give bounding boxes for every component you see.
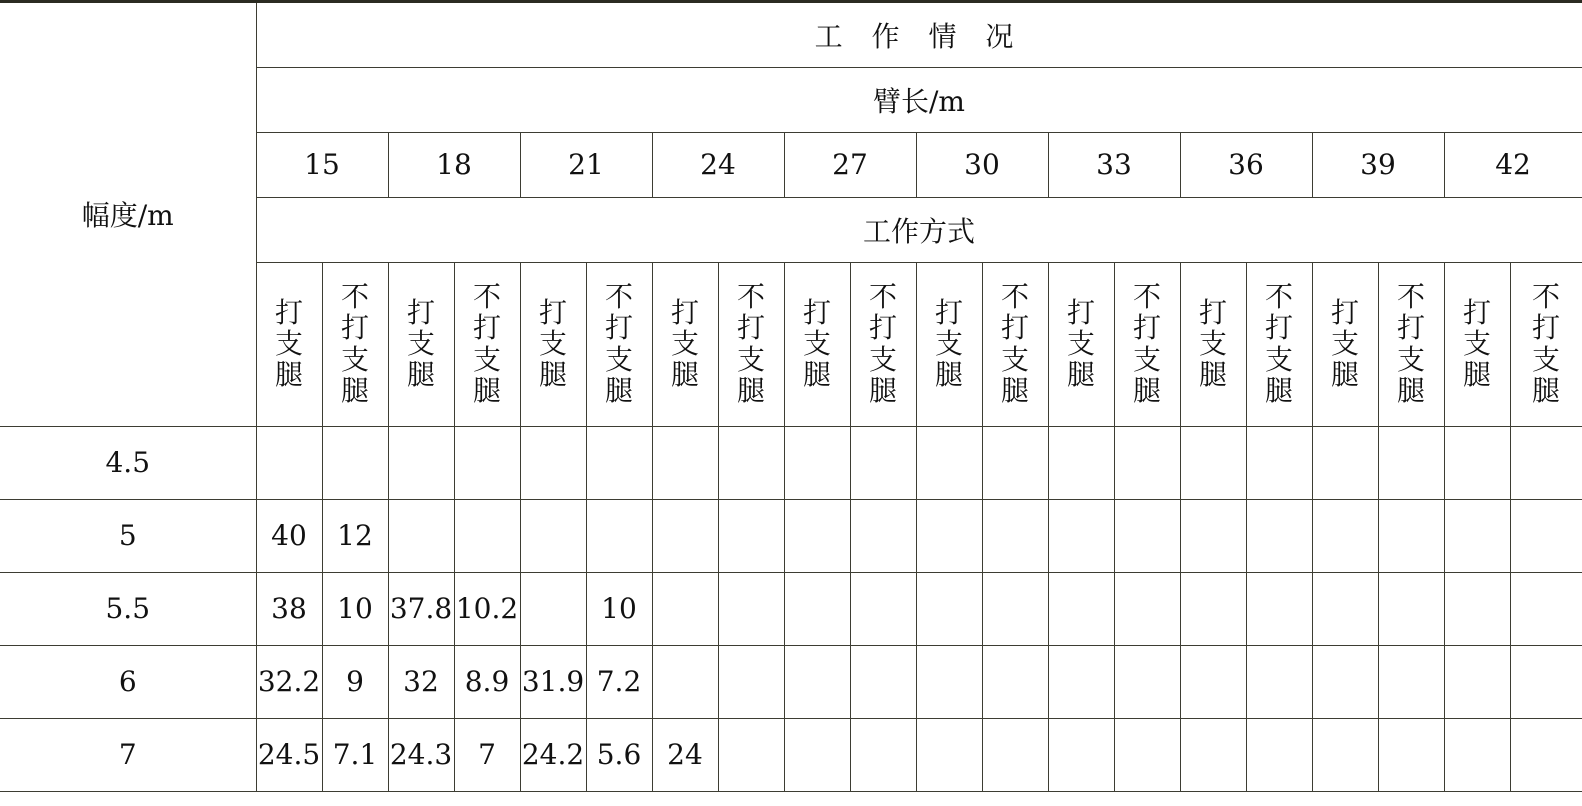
mode-outriggers-24: [652, 262, 718, 426]
mode-outriggers-36: [1180, 262, 1246, 426]
load-cell: 7.2: [586, 645, 652, 718]
load-cell: [1048, 572, 1114, 645]
mode-no-outriggers-24: [718, 262, 784, 426]
load-cell: [1510, 718, 1582, 791]
mode-label: 打支腿: [934, 295, 963, 392]
load-cell: 9: [322, 645, 388, 718]
mode-label: 打支腿: [670, 295, 699, 392]
load-cell: 5.6: [586, 718, 652, 791]
mode-label: 打支腿: [406, 295, 435, 392]
mode-no-outriggers-30: [982, 262, 1048, 426]
load-cell: [1312, 718, 1378, 791]
load-cell: [718, 572, 784, 645]
mode-outriggers-33: [1048, 262, 1114, 426]
load-cell: [1378, 718, 1444, 791]
mode-label: 不打支腿: [868, 279, 897, 408]
range-value: 7: [0, 718, 256, 791]
boom-length-39: 39: [1312, 132, 1444, 197]
load-cell: [1114, 572, 1180, 645]
load-cell: [652, 426, 718, 499]
range-header: 幅度/m: [0, 3, 256, 426]
mode-label: 不打支腿: [1000, 279, 1029, 408]
mode-label: 打支腿: [1066, 295, 1095, 392]
crane-load-table: [0, 3, 1582, 792]
load-cell: [718, 645, 784, 718]
load-cell: [1510, 645, 1582, 718]
load-cell: [1444, 426, 1510, 499]
range-value: 4.5: [0, 426, 256, 499]
mode-no-outriggers-15: [322, 262, 388, 426]
load-cell: [718, 426, 784, 499]
work-mode-header: 工作方式: [256, 197, 1582, 262]
load-cell: [1048, 499, 1114, 572]
load-cell: 7: [454, 718, 520, 791]
table-row: [0, 426, 1582, 499]
load-cell: [850, 645, 916, 718]
load-cell: [1444, 499, 1510, 572]
load-cell: [1246, 499, 1312, 572]
load-cell: [784, 572, 850, 645]
load-cell: [322, 426, 388, 499]
mode-label: 打支腿: [1198, 295, 1227, 392]
load-cell: 8.9: [454, 645, 520, 718]
load-cell: [1180, 718, 1246, 791]
load-cell: 7.1: [322, 718, 388, 791]
load-cell: 31.9: [520, 645, 586, 718]
load-cell: [916, 426, 982, 499]
load-cell: 12: [322, 499, 388, 572]
mode-label: 打支腿: [802, 295, 831, 392]
boom-length-30: 30: [916, 132, 1048, 197]
boom-length-15: 15: [256, 132, 388, 197]
load-cell: 24: [652, 718, 718, 791]
load-cell: [1114, 645, 1180, 718]
mode-no-outriggers-21: [586, 262, 652, 426]
load-cell: [1510, 499, 1582, 572]
mode-outriggers-15: [256, 262, 322, 426]
mode-outriggers-27: [784, 262, 850, 426]
load-cell: [388, 499, 454, 572]
load-cell: [784, 718, 850, 791]
mode-label: 不打支腿: [604, 279, 633, 408]
load-cell: 24.5: [256, 718, 322, 791]
mode-label: 打支腿: [1462, 295, 1491, 392]
mode-label: 打支腿: [1330, 295, 1359, 392]
load-cell: [784, 426, 850, 499]
mode-label: 不打支腿: [472, 279, 501, 408]
load-cell: [454, 426, 520, 499]
load-cell: [1180, 426, 1246, 499]
boom-length-header: 臂长/m: [256, 67, 1582, 132]
load-cell: [520, 426, 586, 499]
load-cell: [1378, 426, 1444, 499]
load-cell: 10.2: [454, 572, 520, 645]
load-cell: [1048, 645, 1114, 718]
load-cell: [850, 572, 916, 645]
load-cell: [850, 426, 916, 499]
mode-label: 打支腿: [274, 295, 303, 392]
load-cell: [586, 499, 652, 572]
load-cell: [1378, 645, 1444, 718]
load-cell: [916, 572, 982, 645]
load-cell: [916, 645, 982, 718]
load-cell: [1180, 645, 1246, 718]
mode-no-outriggers-39: [1378, 262, 1444, 426]
load-cell: [718, 718, 784, 791]
load-cell: [982, 645, 1048, 718]
load-cell: [1510, 426, 1582, 499]
table-row: [0, 572, 1582, 645]
load-cell: [982, 499, 1048, 572]
mode-no-outriggers-36: [1246, 262, 1312, 426]
load-cell: 38: [256, 572, 322, 645]
load-cell: 24.2: [520, 718, 586, 791]
load-cell: [1246, 645, 1312, 718]
load-cell: [718, 499, 784, 572]
range-value: 5: [0, 499, 256, 572]
mode-no-outriggers-42: [1510, 262, 1582, 426]
load-cell: [256, 426, 322, 499]
mode-label: 不打支腿: [1532, 279, 1561, 408]
load-cell: [1444, 718, 1510, 791]
load-cell: [1312, 499, 1378, 572]
table-row: [0, 645, 1582, 718]
mode-outriggers-42: [1444, 262, 1510, 426]
load-cell: [1048, 426, 1114, 499]
load-cell: [982, 426, 1048, 499]
load-cell: [916, 718, 982, 791]
table-row: [0, 718, 1582, 791]
load-cell: [652, 499, 718, 572]
load-cell: [1180, 572, 1246, 645]
mode-label: 打支腿: [538, 295, 567, 392]
boom-length-36: 36: [1180, 132, 1312, 197]
load-cell: [1378, 499, 1444, 572]
load-cell: [1312, 572, 1378, 645]
table-row: [0, 499, 1582, 572]
load-cell: [850, 499, 916, 572]
load-cell: [520, 499, 586, 572]
load-cell: [1114, 426, 1180, 499]
load-cell: [916, 499, 982, 572]
work-condition-header: 工 作 情 况: [256, 3, 1582, 67]
mode-no-outriggers-27: [850, 262, 916, 426]
load-cell: [784, 645, 850, 718]
load-cell: [982, 718, 1048, 791]
boom-length-42: 42: [1444, 132, 1582, 197]
load-cell: [1246, 718, 1312, 791]
load-cell: [652, 645, 718, 718]
boom-length-33: 33: [1048, 132, 1180, 197]
load-cell: 32: [388, 645, 454, 718]
boom-length-21: 21: [520, 132, 652, 197]
boom-length-24: 24: [652, 132, 784, 197]
mode-outriggers-30: [916, 262, 982, 426]
load-cell: [1312, 645, 1378, 718]
load-cell: [652, 572, 718, 645]
load-cell: [454, 499, 520, 572]
load-cell: [1444, 572, 1510, 645]
load-cell: [982, 572, 1048, 645]
load-cell: [1048, 718, 1114, 791]
load-cell: 40: [256, 499, 322, 572]
load-cell: [1444, 645, 1510, 718]
mode-outriggers-39: [1312, 262, 1378, 426]
mode-outriggers-21: [520, 262, 586, 426]
load-cell: [1180, 499, 1246, 572]
load-cell: 10: [586, 572, 652, 645]
load-cell: [1114, 499, 1180, 572]
mode-no-outriggers-33: [1114, 262, 1180, 426]
mode-label: 不打支腿: [1132, 279, 1161, 408]
load-cell: [1246, 426, 1312, 499]
load-cell: [388, 426, 454, 499]
range-value: 5.5: [0, 572, 256, 645]
load-cell: [850, 718, 916, 791]
load-cell: 24.3: [388, 718, 454, 791]
mode-no-outriggers-18: [454, 262, 520, 426]
boom-length-18: 18: [388, 132, 520, 197]
load-cell: [1246, 572, 1312, 645]
range-value: 6: [0, 645, 256, 718]
load-cell: 32.2: [256, 645, 322, 718]
load-cell: [784, 499, 850, 572]
boom-length-27: 27: [784, 132, 916, 197]
load-cell: 37.8: [388, 572, 454, 645]
load-cell: [520, 572, 586, 645]
load-cell: 10: [322, 572, 388, 645]
mode-label: 不打支腿: [1396, 279, 1425, 408]
load-cell: [1114, 718, 1180, 791]
load-cell: [1378, 572, 1444, 645]
load-cell: [586, 426, 652, 499]
mode-label: 不打支腿: [736, 279, 765, 408]
mode-outriggers-18: [388, 262, 454, 426]
mode-label: 不打支腿: [340, 279, 369, 408]
load-cell: [1312, 426, 1378, 499]
load-cell: [1510, 572, 1582, 645]
mode-label: 不打支腿: [1264, 279, 1293, 408]
